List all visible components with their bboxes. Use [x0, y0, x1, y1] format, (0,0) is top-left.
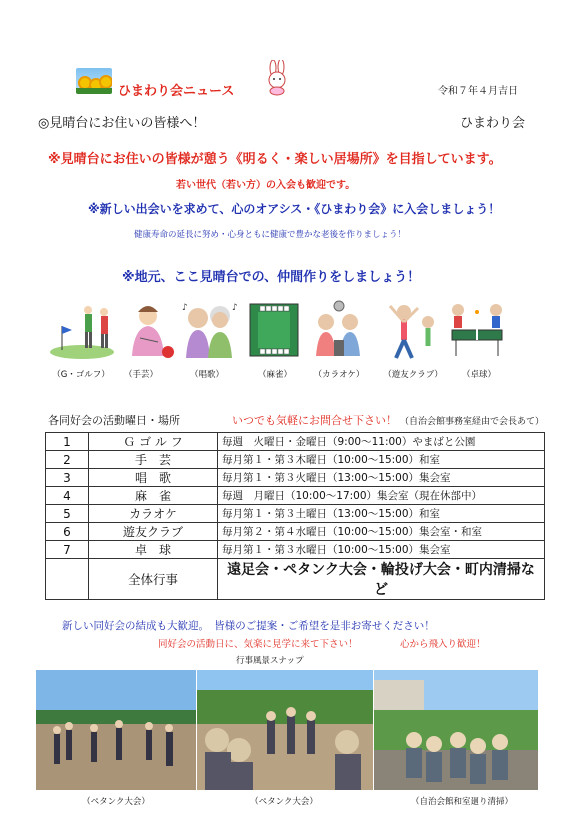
row-number: 2	[46, 451, 89, 469]
table-row	[46, 541, 545, 559]
table-row-all-events	[46, 559, 545, 600]
row-number: 6	[46, 523, 89, 541]
club-schedule: 毎月第１・第３火曜日（13:00～15:00）集会室	[218, 469, 545, 487]
photo-caption: （ペタンク大会）	[82, 797, 150, 807]
issue-date: 令和７年４月吉日	[438, 86, 518, 97]
intro-line-3: ※新しい出会いを求めて、心のオアシス・《ひまわり会》に入会しましょう！	[88, 202, 501, 216]
schedule-table	[45, 432, 545, 600]
club-name: 唱 歌	[89, 469, 218, 487]
golf-icon	[48, 300, 116, 360]
row-number: 1	[46, 433, 89, 451]
greeting: ◎見晴台にお住いの皆様へ！	[38, 116, 206, 131]
exercise-icon	[384, 300, 440, 360]
organization-name: ひまわり会	[460, 116, 526, 131]
activity-caption: （唱歌）	[189, 370, 224, 380]
activity-caption: （麻雀）	[257, 370, 292, 380]
footer-line-1: 新しい同好会の結成も大歓迎。 皆様のご提案・ご希望を是非お寄せください！	[62, 620, 435, 632]
table-row	[46, 433, 545, 451]
contact-note: （自治会館事務室経由で会長あて）	[400, 417, 545, 427]
intro-line-2: 若い世代（若い方）の入会も歓迎です。	[176, 180, 356, 191]
photo-caption: （ペタンク大会）	[250, 797, 318, 807]
all-events-detail: 遠足会・ペタンク大会・輪投げ大会・町内清掃など	[218, 559, 545, 600]
contact-note-red: いつでも気軽にお問合せ下さい！	[232, 414, 397, 427]
table-row	[46, 469, 545, 487]
activity-caption: （カラオケ）	[313, 370, 365, 380]
footer-line-2a: 同好会の活動日に、気楽に見学に来て下さい！	[158, 639, 358, 650]
club-schedule: 毎月第１・第３木曜日（10:00～15:00）和室	[218, 451, 545, 469]
club-schedule: 毎週 火曜日・金曜日（9:00～11:00）やまばと公園	[218, 433, 545, 451]
club-schedule: 毎月第２・第４水曜日（10:00～15:00）集会室・和室	[218, 523, 545, 541]
club-name: 麻 雀	[89, 487, 218, 505]
photo-caption: （自治会館和室廻り清掃）	[410, 797, 513, 807]
table-row	[46, 523, 545, 541]
club-name: Ｇ ゴ ル フ	[89, 433, 218, 451]
club-schedule: 毎月第１・第３土曜日（13:00～15:00）和室	[218, 505, 545, 523]
all-events-label: 全体行事	[89, 559, 218, 600]
newsletter-title: ひまわり会ニュース	[118, 84, 235, 99]
table-row	[46, 505, 545, 523]
club-name: 卓 球	[89, 541, 218, 559]
row-number: 3	[46, 469, 89, 487]
footer-line-2b: 心から飛入り歓迎！	[400, 639, 486, 650]
singing-icon	[178, 300, 240, 360]
svg-text:♪: ♪	[232, 303, 238, 313]
club-name: 手 芸	[89, 451, 218, 469]
table-tennis-icon	[446, 300, 508, 360]
petanque-photo-2	[197, 670, 373, 790]
activity-caption: （卓球）	[461, 370, 496, 380]
karaoke-icon	[310, 300, 368, 360]
svg-text:♪: ♪	[182, 303, 188, 313]
club-schedule: 毎週 月曜日（10:00～17:00）集会室（現在休部中）	[218, 487, 545, 505]
snapshot-title: 行事風景スナップ	[236, 656, 304, 666]
activity-caption: （手芸）	[123, 370, 158, 380]
table-row	[46, 487, 545, 505]
intro-line-4: 健康寿命の延長に努め・心身ともに健康で豊かな老後を作りましょう！	[134, 230, 407, 240]
activity-caption: （G・ゴルフ）	[52, 370, 110, 380]
rabbit-icon	[262, 60, 292, 96]
cleanup-photo	[374, 670, 538, 790]
activity-caption: （遊友クラブ）	[383, 370, 443, 380]
club-name: カラオケ	[89, 505, 218, 523]
handicraft-icon	[118, 300, 178, 360]
schedule-heading: 各同好会の活動曜日・場所	[48, 414, 180, 427]
intro-line-5: ※地元、ここ見晴台での、仲間作りをしましょう！	[122, 270, 421, 285]
row-number: 7	[46, 541, 89, 559]
row-number: 4	[46, 487, 89, 505]
row-number: 5	[46, 505, 89, 523]
intro-line-1: ※見晴台にお住いの皆様が憩う《明るく・楽しい居場所》を目指しています。	[48, 152, 502, 167]
petanque-photo-1	[36, 670, 196, 790]
club-name: 遊友クラブ	[89, 523, 218, 541]
mahjong-icon	[248, 300, 300, 360]
sunflower-image	[76, 68, 112, 94]
club-schedule: 毎月第１・第３水曜日（10:00～15:00）集会室	[218, 541, 545, 559]
table-row	[46, 451, 545, 469]
